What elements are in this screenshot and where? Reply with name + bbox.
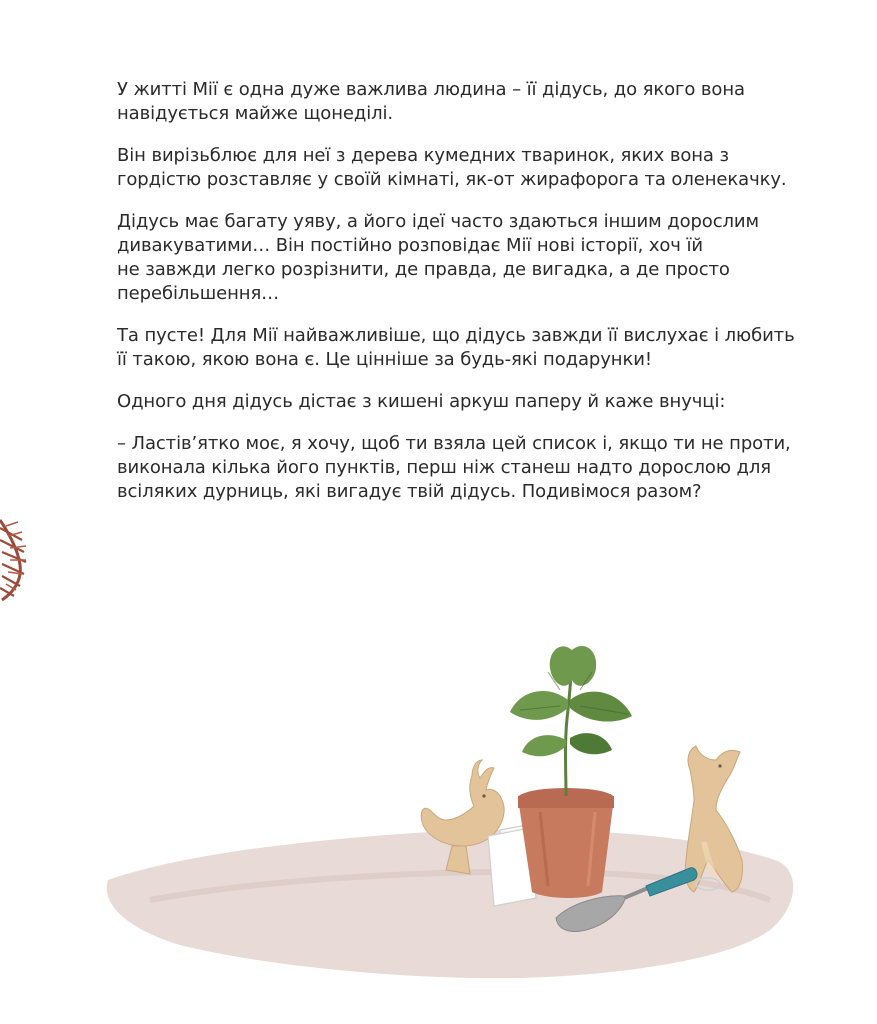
paragraph-5: Одного дня дідусь дістає з кишені аркуш паперу й каже внучці:	[117, 391, 726, 412]
ground	[107, 830, 793, 978]
plant-pot-icon	[510, 646, 632, 898]
paragraph-3: Дідусь має багату уяву, а його ідеї часто здаються іншим дорослим дивакуватими… Він постійно розповідає Мії нові історії, хоч їй не завжди легко розрізнити, де правда, де вигадка, а де просто перебільшення…	[117, 211, 759, 304]
wooden-giraffe-icon	[685, 746, 742, 892]
paragraph-2: Він вирізьблює для неї з дерева кумедних тваринок, яких вона з гордістю розставляє у своїй кімнаті, як-от жирафорога та оленекачку.	[117, 145, 787, 190]
paragraph-6: – Ластів’ятко моє, я хочу, щоб ти взяла цей список і, якщо ти не проти, виконала кілька його пунктів, перш ніж станеш надто дорослою для всіляких дурниць, які вигадує твій дідусь. Подивімося разом?	[117, 433, 791, 502]
story-text	[117, 78, 817, 522]
paper-note-icon	[488, 822, 548, 906]
trowel-icon	[556, 868, 720, 932]
wooden-duck-icon	[421, 760, 504, 874]
branch-icon	[0, 520, 26, 600]
paragraph-1: У житті Мії є одна дуже важлива людина – її дідусь, до якого вона навідується майже щонеділі.	[117, 79, 745, 124]
paragraph-4: Та пусте! Для Мії найважливіше, що дідусь завжди її вислухає і любить її такою, якою вона є. Це цінніше за будь-які подарунки!	[117, 325, 795, 370]
